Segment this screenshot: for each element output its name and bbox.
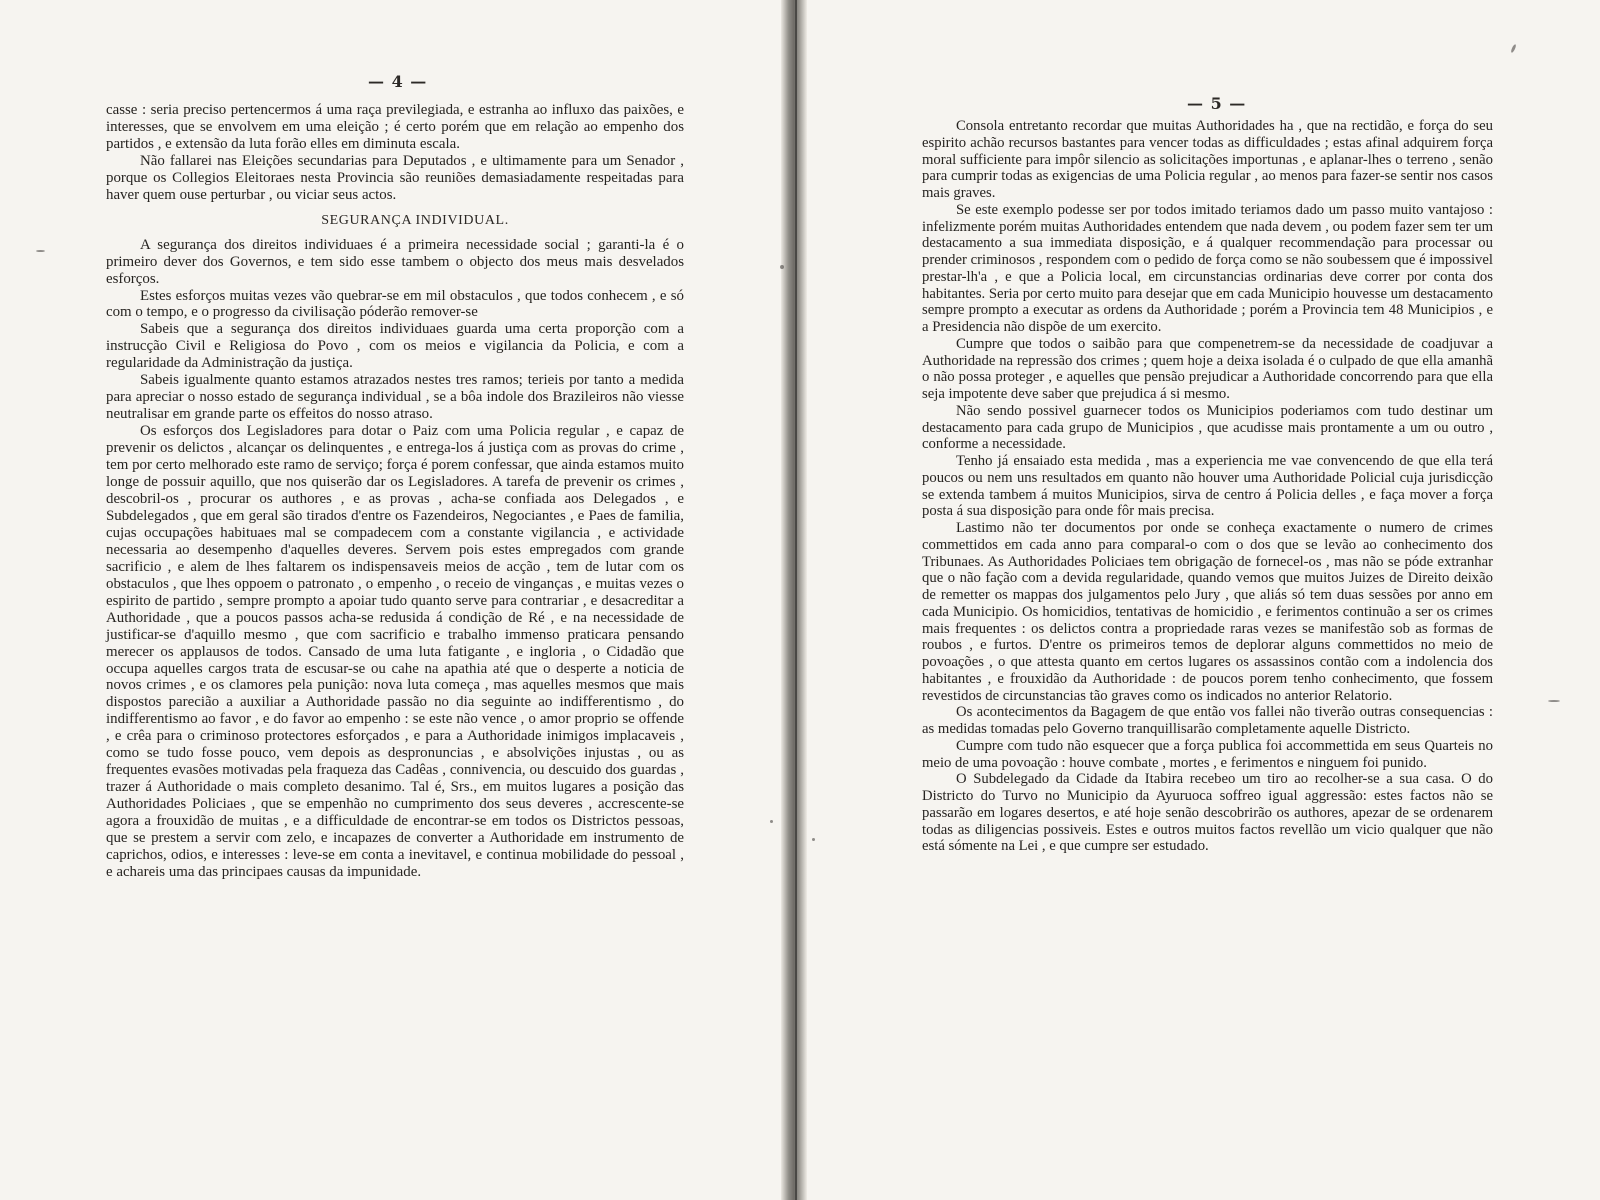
paragraph: Estes esforços muitas vezes vão quebrar-se em mil obstaculos , que todos conhecem , e só com o tempo, e o progresso da civilisação póderão remover-se	[106, 287, 684, 321]
paragraph: Cumpre com tudo não esquecer que a força publica foi accommettida em seus Quarteis no meio de uma povoação : houve combate , mortes , e ferimentos e ninguem foi punido.	[922, 737, 1493, 771]
paragraph: Sabeis que a segurança dos direitos individuaes guarda uma certa proporção com a instrucção Civil e Religiosa do Povo , com os meios e vigilancia da Policia, e com a regularidade da Administração da justiça.	[106, 321, 684, 372]
paragraph: Cumpre que todos o saibão para que compenetrem-se da necessidade de coadjuvar a Authoridade na repressão dos crimes ; quem hoje a deixa isolada é o culpado de que ella amanhã o não possa proteger , e aquelles que pensão prejudicar a Authoridade concorrendo para que ella seja impotente deve saber que prejudica á si mesmo.	[922, 335, 1493, 402]
scan-speck	[812, 838, 815, 841]
page-number-right: — 5 —	[1187, 94, 1247, 113]
scan-speck	[780, 265, 784, 269]
scan-speck	[36, 250, 45, 252]
book-gutter	[781, 0, 807, 1200]
section-heading: SEGURANÇA INDIVIDUAL.	[321, 212, 509, 228]
paragraph: Consola entretanto recordar que muitas Authoridades ha , que na rectidão, e força do seu espirito achão recursos bastantes para vencer todas as difficuldades ; estas afinal adquirem força moral sufficiente para impôr silencio as solicitações importunas , e aplanar-lhes o terreno , senão para cumprir todas as exigencias de uma Policia regular , ao menos para fazer-se sentir nos casos mais graves.	[922, 118, 1493, 201]
left-text-column	[106, 102, 684, 881]
paragraph: Lastimo não ter documentos por onde se conheça exactamente o numero de crimes commettidos em cada anno para comparal-o com o dos que se levão ao conhecimento dos Tribunaes. As Authoridades Policiaes tem obrigação de fornecel-os , mas não se póde extranhar que o não fação com a devida regularidade, quando vemos que muitos Juizes de Direito deixão de remetter os mappas dos julgamentos pelo Jury , que aliás só tem duas sessões por anno em cada Municipio. Os homicidios, tentativas de homicidio , e ferimentos continuão a ser os crimes mais frequentes : os delictos contra a propriedade raras vezes se manifestão sob as formas de roubos , e furtos. D'entre os primeiros temos de deplorar alguns commettidos no meio de povoações , o que attesta quanto em certos lugares os assassinos contão com a indolencia dos habitantes , e frouxidão da Authoridade : de poucos porem tenho conhecimento, que fossem revestidos de circunstancias tão graves como os indicados no anterior Relatorio.	[922, 520, 1493, 704]
paragraph-eleicoes: Não fallarei nas Eleições secundarias para Deputados , e ultimamente para um Senador , porque os Collegios Eleitoraes nesta Provincia são reuniões demasiadamente respeitadas para haver quem ouse perturbar , ou viciar seus actos.	[106, 152, 684, 203]
paragraph: Sabeis igualmente quanto estamos atrazados nestes tres ramos; terieis por tanto a medida para apreciar o nosso estado de segurança individual , se a bôa indole dos Brazileiros não viesse neutralisar em grande parte os effeitos do nosso atraso.	[106, 372, 684, 423]
scan-speck	[1548, 700, 1560, 702]
left-page	[0, 0, 781, 1200]
paragraph: O Subdelegado da Cidade da Itabira recebeo um tiro ao recolher-se a sua casa. O do Districto do Turvo no Municipio da Ayuruoca soffreo igual aggressão: estes factos não se passarão em logares desertos, e até hoje senão descobrirão os authores, apezar de se ordenarem todas as diligencias possiveis. Estes e outros muitos factos revellão um vicio qualquer que não está sómente na Lei , e que cumpre ser estudado.	[922, 771, 1493, 855]
right-page	[807, 0, 1600, 1200]
paragraph: Os esforços dos Legisladores para dotar o Paiz com uma Policia regular , e capaz de prevenir os delictos , alcançar os delinquentes , e entrega-los á justiça com as provas do crime , tem por certo melhorado este ramo de serviço; força é porem confessar, que ainda estamos muito longe de possuir aquillo, que nos quiserão dar os Legisladores. A tarefa de prevenir os crimes , descobril-os , procurar os authores , e as provas , acha-se confiada aos Delegados , e Subdelegados , que em geral são tirados d'entre os Fazendeiros, Negociantes , e Paes de familia, cujas occupações habituaes mal se compadecem com a constante vigilancia , e actividade necessaria ao desempenho d'aquelles deveres. Servem pois estes empregados com grande sacrificio , e alem de lhes faltarem os indispensaveis meios de acção , tem de lutar com os obstaculos , que lhes oppoem o patronato , o empenho , o receio de vinganças , e muitas vezes o espirito de partido , sempre prompto a apoiar tudo quanto serve para contrariar , e desacreditar a Authoridade , que a poucos passos acha-se redusida á condição de Ré , e na necessidade de justificar-se d'aquillo mesmo , que com sacrificio e trabalho immenso praticara pensando merecer os applausos de todos. Cansado de uma luta fatigante , e ingloria , o Cidadão que occupa aquelles cargos trata de escusar-se ou cahe na apathia até que o desperte a noticia de novos crimes , e os clamores pela punição: nova luta começa , mas aquelles mesmos que mais dispostos parecião a auxiliar a Authoridade passão no dia seguinte ao indifferentismo , do indifferentismo ao favor , e do favor ao empenho : se este não vence , o amor proprio se offende , e crêa para o criminoso protectores esforçados , e para a Authoridade inimigos implacaveis , como se tudo fosse pouco, vem depois as despronuncias , e absolvições injustas , ou as frequentes evasões motivadas pela fraqueza das Cadêas , connivencia, ou descuido dos guardas , trazer á Authoridade o mais completo desanimo. Tal é, Srs., em muitos lugares a posição das Authoridades Policiaes , que se empenhão no cumprimento dos seus deveres , accrescente-se agora a frouxidão de muitas , e a difficuldade de encontrar-se em todos os Districtos pessoas, que se prestem a servir com zelo, e incapazes de converter a Authoridade em instrumento de caprichos, odios, e interesses : leve-se em conta a inevitavel, e continua mobilidade do pessoal , e achareis uma das principaes causas da impunidade.	[106, 423, 684, 880]
gutter-fold-line	[795, 0, 797, 1200]
paragraph-continuation: casse : seria preciso pertencermos á uma raça previlegiada, e estranha ao influxo das paixões, e interesses, que se envolvem em uma eleição ; é certo porém que em relação ao empenho dos partidos , e extensão da luta forão elles em diminuta escala.	[106, 102, 684, 152]
right-text-column	[922, 118, 1493, 855]
page-number-left: — 4 —	[368, 72, 428, 91]
paragraph: Se este exemplo podesse ser por todos imitado teriamos dado um passo muito vantajoso : infelizmente porém muitas Authoridades entendem que nada devem , ou podem fazer sem ter um destacamento a sua immediata disposição, e á qualquer recommendação para processar ou prender criminosos , respondem com o pedido de força como se não soubessem que é impossivel prestar-lh'a , e que a Policia local, em circunstancias ordinarias deve correr por conta dos habitantes. Seria por certo muito para desejar que em cada Municipio houvesse um destacamento sempre prompto a executar as ordens da Authoridade ; porém a Provincia tem 48 Municipios , e a Presidencia não dispõe de um exercito.	[922, 201, 1493, 335]
scan-speck	[770, 820, 773, 823]
paragraph: Os acontecimentos da Bagagem de que então vos fallei não tiverão outras consequencias : as medidas tomadas pelo Governo tranquillisarão completamente aquelle Districto.	[922, 704, 1493, 737]
paragraph: Não sendo possivel guarnecer todos os Municipios poderiamos com tudo destinar um destacamento para cada grupo de Municipios , que acudisse mais prontamente a um ou outro , conforme a necessidade.	[922, 402, 1493, 453]
paragraph: A segurança dos direitos individuaes é a primeira necessidade social ; garanti-la é o primeiro dever dos Governos, e tem sido esse tambem o objecto dos meus mais desvelados esforços.	[106, 236, 684, 287]
paragraph: Tenho já ensaiado esta medida , mas a experiencia me vae convencendo de que ella terá poucos ou nem uns resultados em quanto não houver uma Authoridade Policial cuja jurisdicção se extenda tambem á muitos Municipios, sirva de centro á Policia delles , e faça mover a força posta á sua disposição para onde fôr mais precisa.	[922, 453, 1493, 520]
